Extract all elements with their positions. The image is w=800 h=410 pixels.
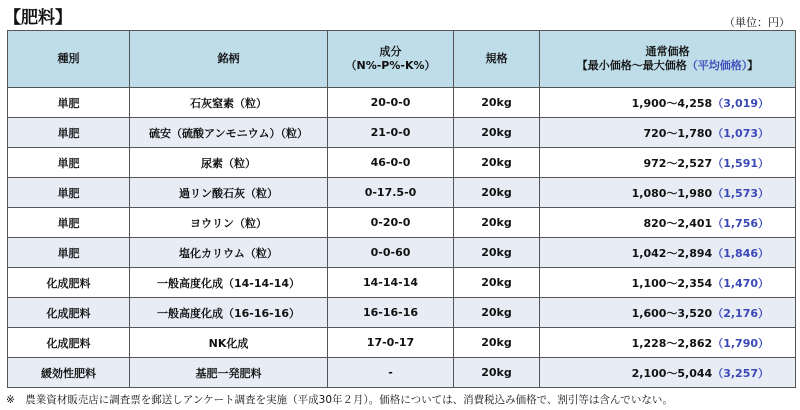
average-price: （1,790） [712, 336, 769, 350]
brand-cell: 過リン酸石灰（粒） [130, 178, 328, 208]
type-cell: 緩効性肥料 [8, 358, 130, 388]
header-component-label: 成分 [379, 45, 402, 58]
component-cell: 16-16-16 [328, 298, 454, 328]
spec-cell: 20kg [454, 118, 540, 148]
type-cell: 単肥 [8, 208, 130, 238]
spec-cell: 20kg [454, 358, 540, 388]
table-row [8, 178, 796, 208]
average-price: （2,176） [712, 306, 769, 320]
header-price [540, 31, 796, 88]
type-cell: 化成肥料 [8, 298, 130, 328]
page-title: 【肥料】 [4, 8, 72, 28]
spec-cell: 20kg [454, 268, 540, 298]
price-range: 720～1,780 [643, 126, 713, 140]
type-cell: 単肥 [8, 148, 130, 178]
table-row [8, 328, 796, 358]
price-cell [540, 178, 796, 208]
header-component [328, 31, 454, 88]
table-row [8, 88, 796, 118]
component-cell: 0-20-0 [328, 208, 454, 238]
price-cell [540, 298, 796, 328]
header-spec: 規格 [454, 31, 540, 88]
header-price-label: 通常価格 [645, 45, 690, 58]
price-cell [540, 148, 796, 178]
price-range: 1,900～4,258 [631, 96, 713, 110]
price-range: 1,228～2,862 [631, 336, 713, 350]
price-cell [540, 328, 796, 358]
table-row [8, 208, 796, 238]
component-cell: 46-0-0 [328, 148, 454, 178]
spec-cell: 20kg [454, 238, 540, 268]
table-row [8, 298, 796, 328]
component-cell: 0-0-60 [328, 238, 454, 268]
header-price-range [544, 59, 791, 73]
average-price: （1,591） [712, 156, 769, 170]
price-range: 1,080～1,980 [631, 186, 713, 200]
component-cell: - [328, 358, 454, 388]
header-price-avg-text: （平均価格） [686, 59, 748, 72]
price-range: 972～2,527 [643, 156, 713, 170]
header-type: 種別 [8, 31, 130, 88]
spec-cell: 20kg [454, 88, 540, 118]
type-cell: 単肥 [8, 238, 130, 268]
brand-cell: 尿素（粒） [130, 148, 328, 178]
price-range: 820～2,401 [643, 216, 713, 230]
component-cell: 20-0-0 [328, 88, 454, 118]
type-cell: 単肥 [8, 178, 130, 208]
table-row [8, 238, 796, 268]
component-cell: 0-17.5-0 [328, 178, 454, 208]
price-cell [540, 238, 796, 268]
average-price: （3,257） [712, 366, 769, 380]
price-range: 1,042～2,894 [631, 246, 713, 260]
type-cell: 単肥 [8, 118, 130, 148]
header-brand: 銘柄 [130, 31, 328, 88]
brand-cell: 硫安（硫酸アンモニウム）（粒） [130, 118, 328, 148]
price-range: 1,600～3,520 [631, 306, 713, 320]
spec-cell: 20kg [454, 148, 540, 178]
type-cell: 化成肥料 [8, 328, 130, 358]
table-row [8, 268, 796, 298]
component-cell: 21-0-0 [328, 118, 454, 148]
unit-label: （単位：円） [724, 16, 790, 29]
type-cell: 単肥 [8, 88, 130, 118]
average-price: （1,073） [712, 126, 769, 140]
spec-cell: 20kg [454, 178, 540, 208]
average-price: （1,573） [712, 186, 769, 200]
spec-cell: 20kg [454, 208, 540, 238]
price-cell [540, 208, 796, 238]
average-price: （1,756） [712, 216, 769, 230]
header-component-unit: （N%-P%-K%） [345, 59, 436, 72]
spec-cell: 20kg [454, 328, 540, 358]
component-cell: 14-14-14 [328, 268, 454, 298]
price-cell [540, 118, 796, 148]
average-price: （3,019） [712, 96, 769, 110]
fertilizer-price-table [7, 30, 796, 388]
table-body [8, 88, 796, 388]
brand-cell: 塩化カリウム（粒） [130, 238, 328, 268]
brand-cell: 一般高度化成（14-14-14） [130, 268, 328, 298]
brand-cell: 石灰窒素（粒） [130, 88, 328, 118]
price-cell [540, 268, 796, 298]
brand-cell: 一般高度化成（16-16-16） [130, 298, 328, 328]
price-range: 1,100～2,354 [631, 276, 713, 290]
price-cell [540, 88, 796, 118]
brand-cell: 基肥一発肥料 [130, 358, 328, 388]
footnote: ※ 農業資材販売店に調査票を郵送しアンケート調査を実施（平成30年２月）。価格については、消費税込み価格で、割引等は含んでいない。 [6, 394, 673, 406]
average-price: （1,470） [712, 276, 769, 290]
brand-cell: ヨウリン（粒） [130, 208, 328, 238]
table-row [8, 118, 796, 148]
type-cell: 化成肥料 [8, 268, 130, 298]
brand-cell: NK化成 [130, 328, 328, 358]
header-price-range-text: 【最小価格～最大価格 [576, 59, 687, 72]
spec-cell: 20kg [454, 298, 540, 328]
component-cell: 17-0-17 [328, 328, 454, 358]
table-header-row [8, 31, 796, 88]
average-price: （1,846） [712, 246, 769, 260]
header-price-range-close: 】 [747, 59, 759, 72]
price-range: 2,100～5,044 [631, 366, 713, 380]
table-row [8, 148, 796, 178]
price-cell [540, 358, 796, 388]
table-row [8, 358, 796, 388]
